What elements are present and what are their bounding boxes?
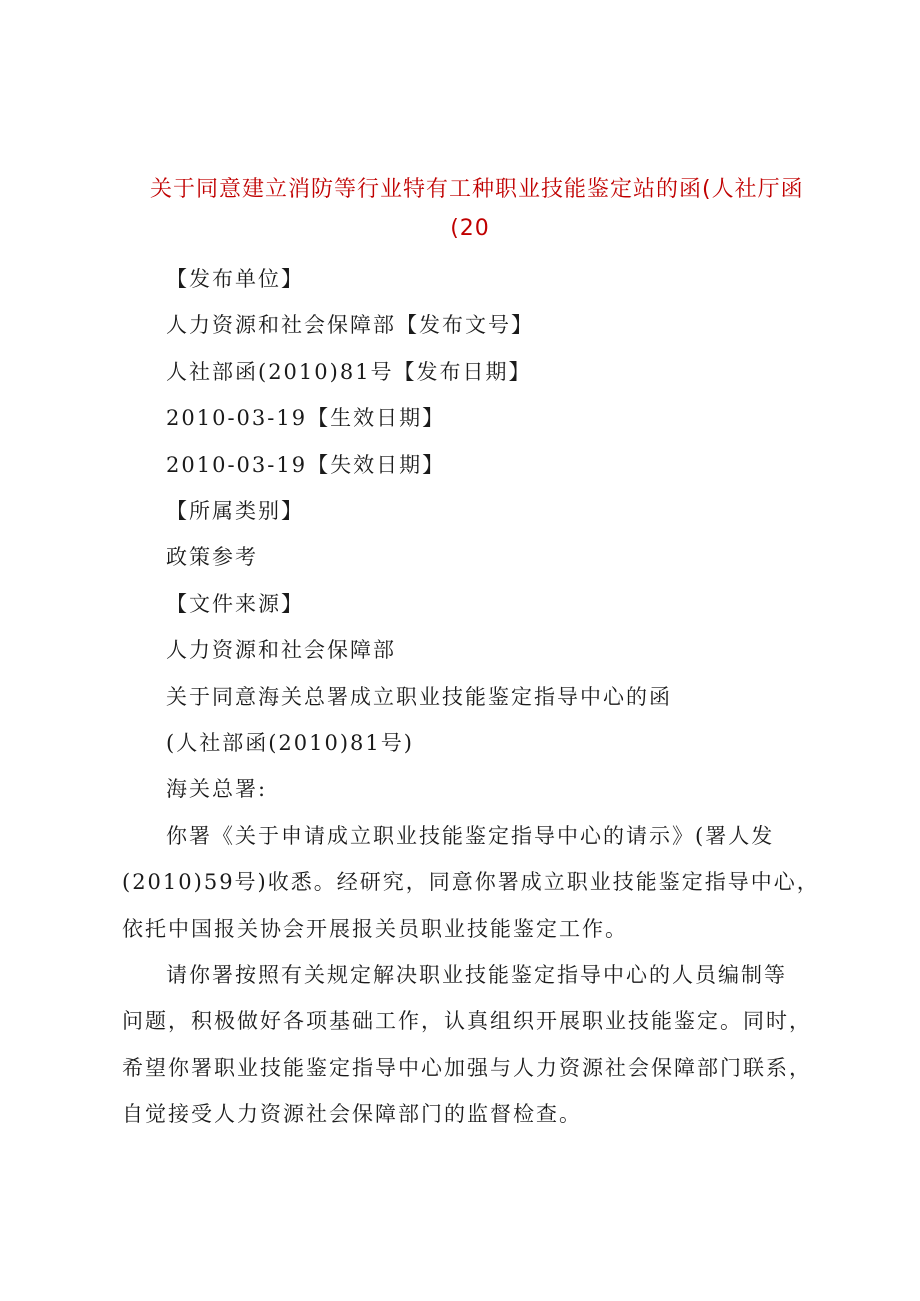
- source-value: 人力资源和社会保障部: [166, 638, 396, 662]
- category-value: 政策参考: [166, 545, 258, 569]
- paragraph-2-line-3: 希望你署职业技能鉴定指导中心加强与人力资源社会保障部门联系，: [122, 1056, 812, 1080]
- document-number-value: 人社部函(2010)81号【发布日期】: [166, 360, 532, 384]
- effective-date-value: 2010-03-19【失效日期】: [166, 453, 446, 477]
- label-issuing-unit: 【发布单位】: [166, 267, 304, 291]
- letter-number: (人社部函(2010)81号): [166, 731, 414, 755]
- document-title-line-2: (20: [450, 216, 490, 241]
- document-title-line-1: 关于同意建立消防等行业特有工种职业技能鉴定站的函(人社厅函: [150, 177, 804, 202]
- issuing-unit-value: 人力资源和社会保障部【发布文号】: [166, 313, 534, 337]
- letter-addressee: 海关总署:: [166, 777, 268, 801]
- paragraph-1-line-3: 依托中国报关协会开展报关员职业技能鉴定工作。: [122, 917, 628, 941]
- letter-heading: 关于同意海关总署成立职业技能鉴定指导中心的函: [166, 685, 672, 709]
- issue-date-value: 2010-03-19【生效日期】: [166, 406, 446, 430]
- paragraph-2-line-1: 请你署按照有关规定解决职业技能鉴定指导中心的人员编制等: [166, 963, 787, 987]
- label-source: 【文件来源】: [166, 592, 304, 616]
- paragraph-2-line-2: 问题，积极做好各项基础工作，认真组织开展职业技能鉴定。同时，: [122, 1009, 812, 1033]
- paragraph-1-line-2: (2010)59号)收悉。经研究，同意你署成立职业技能鉴定指导中心，: [122, 870, 820, 894]
- label-category: 【所属类别】: [166, 499, 304, 523]
- paragraph-2-line-4: 自觉接受人力资源社会保障部门的监督检查。: [122, 1102, 582, 1126]
- paragraph-1-line-1: 你署《关于申请成立职业技能鉴定指导中心的请示》(署人发: [166, 824, 775, 848]
